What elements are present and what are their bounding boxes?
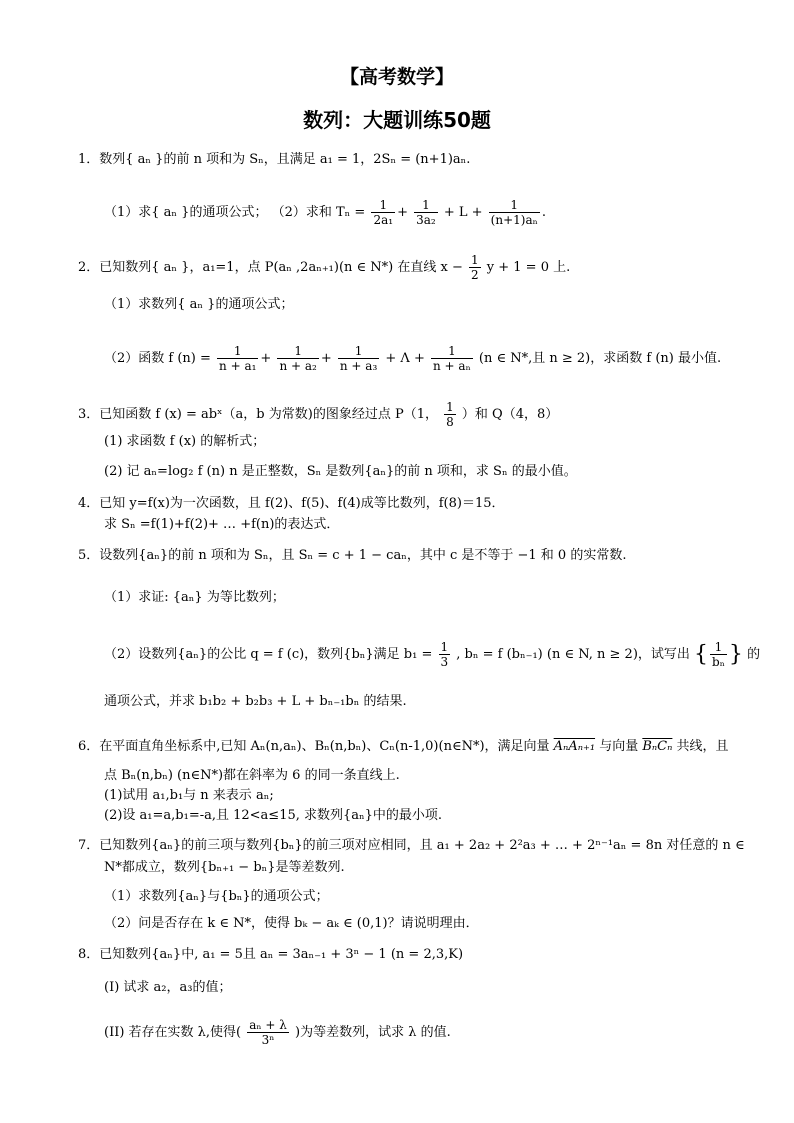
problem-7-stem: 7．已知数列{aₙ}的前三项与数列{bₙ}的前三项对应相同，且 a₁ + 2a₂ + 2²a₃ + … + 2ⁿ⁻¹aₙ = 8n 对任意的 n ∈ <box>78 838 745 853</box>
vector-b: BₙCₙ <box>642 739 673 754</box>
problem-1-q: （1）求{ aₙ }的通项公式； （2）求和 Tₙ = <box>104 205 366 220</box>
problem-2-q2: （2）函数 f (n) = $\frac{1}{\text{n + a₁}}$ + $\frac{1}{\text{n + a₂}}$ + $\frac{1}{\text{n + a₃}}$ + Λ + $\frac{1}{\text{n + aₙ}}$ (n ∈ N*,且 n ≥ 2)，求函数 f (n) 最小值. <box>104 344 722 373</box>
problem-7-stem-cont: N*都成立，数列{bₙ₊₁ − bₙ}是等差数列. <box>104 860 345 875</box>
problem-7-q1: （1）求数列{aₙ}与{bₙ}的通项公式； <box>104 889 329 904</box>
problem-8-q1: (I) 试求 a₂，a₃的值； <box>104 980 232 995</box>
fraction: $\frac{1}{3}$ <box>440 640 449 669</box>
fraction: $\frac{1}{2}$ <box>471 253 479 282</box>
fraction: $\frac{1}{\text{n + a₃}}$ <box>339 344 378 373</box>
fraction: $\frac{1}{\text{(n+1)aₙ}}$ <box>490 198 538 227</box>
problem-5-q2-cont: 通项公式，并求 b₁b₂ + b₂b₃ + L + bₙ₋₁bₙ 的结果. <box>104 694 407 709</box>
fraction: $\frac{\text{aₙ + λ}}{\text{3ⁿ}}$ <box>249 1018 287 1047</box>
problem-8-stem: 8．已知数列{aₙ}中, a₁ = 5且 aₙ = 3aₙ₋₁ + 3ⁿ − 1 (n = 2,3,K) <box>78 947 464 962</box>
problem-1-stem: 1．数列{ aₙ }的前 n 项和为 Sₙ，且满足 a₁ = 1，2Sₙ = (n+1)aₙ. <box>78 152 471 167</box>
fraction: $\frac{1}{\text{n + a₂}}$ <box>279 344 317 373</box>
problem-6-q1: (1)试用 a₁,b₁与 n 来表示 aₙ; <box>104 788 274 803</box>
page-subtitle: 数列：大题训练50题 <box>303 108 491 132</box>
problem-6-q2: (2)设 a₁=a,b₁=-a,且 12<a≤15, 求数列{aₙ}中的最小项. <box>104 808 443 823</box>
problem-5-q1: （1）求证: {aₙ} 为等比数列； <box>104 590 285 605</box>
fraction: $\frac{1}{8}$ <box>446 400 454 429</box>
fraction: $\frac{1}{\text{2a₁}}$ <box>373 198 394 227</box>
problem-3-q1: (1) 求函数 f (x) 的解析式； <box>104 434 266 449</box>
problem-4-q: 求 Sₙ =f(1)+f(2)+ … +f(n)的表达式． <box>104 517 340 532</box>
problem-8-q2: (II) 若存在实数 λ,使得( $\frac{\text{aₙ + λ}}{\text{3ⁿ}}$ )为等差数列，试求 λ 的值. <box>104 1018 451 1047</box>
problem-5-q2: （2）设数列{aₙ}的公比 q = f (c)，数列{bₙ}满足 b₁ = $\frac{1}{3}$ , bₙ = f (bₙ₋₁) (n ∈ N, n ≥ 2)，试写出 { $\frac{1}{\text{bₙ}}$ } 的 <box>104 640 761 669</box>
problem-5-stem: 5．设数列{aₙ}的前 n 项和为 Sₙ，且 Sₙ = c + 1 − caₙ，其中 c 是不等于 −1 和 0 的实常数. <box>78 548 627 563</box>
fraction: $\frac{1}{\text{3a₂}}$ <box>416 198 436 227</box>
fraction: $\frac{1}{\text{bₙ}}$ <box>712 640 725 669</box>
problem-2-stem: 2．已知数列{ aₙ }，a₁=1，点 P(aₙ ,2aₙ₊₁)(n ∈ N*) 在直线 x − $\frac{1}{2}$ y + 1 = 0 上. <box>78 253 571 282</box>
problem-7-q2: （2）问是否存在 k ∈ N*，使得 bₖ − aₖ ∈ (0,1)？请说明理由． <box>104 916 479 931</box>
fraction: $\frac{1}{\text{n + a₁}}$ <box>219 344 257 373</box>
problem-4-stem: 4．已知 y=f(x)为一次函数，且 f(2)、f(5)、f(4)成等比数列，f(8)＝15． <box>78 496 505 511</box>
fraction: $\frac{1}{\text{n + aₙ}}$ <box>433 344 471 373</box>
page-title: 【高考数学】 <box>339 66 454 88</box>
problem-3-q2: (2) 记 aₙ=log₂ f (n) n 是正整数，Sₙ 是数列{aₙ}的前 n 项和，求 Sₙ 的最小值。 <box>104 464 577 479</box>
problem-2-q1: （1）求数列{ aₙ }的通项公式； <box>104 297 294 312</box>
problem-3-stem: 3．已知函数 f (x) = abˣ（a，b 为常数)的图象经过点 P（1， $\frac{1}{8}$ ）和 Q（4，8） <box>78 400 559 429</box>
vector-a: AₙAₙ₊₁ <box>553 739 596 754</box>
problem-6-stem: 6．在平面直角坐标系中,已知 Aₙ(n,aₙ)、Bₙ(n,bₙ)、Cₙ(n-1,0)(n∈N*)，满足向量 AₙAₙ₊₁ 与向量 BₙCₙ 共线，且 <box>78 739 729 754</box>
problem-1-questions: （1）求{ aₙ }的通项公式； （2）求和 Tₙ = $\frac{1}{\text{2a₁}}$ + $\frac{1}{\text{3a₂}}$ + L + $\frac{1}{\text{(n+1)aₙ}}$ . <box>104 198 546 227</box>
problem-6-stem-cont: 点 Bₙ(n,bₙ) (n∈N*)都在斜率为 6 的同一条直线上. <box>104 768 400 783</box>
